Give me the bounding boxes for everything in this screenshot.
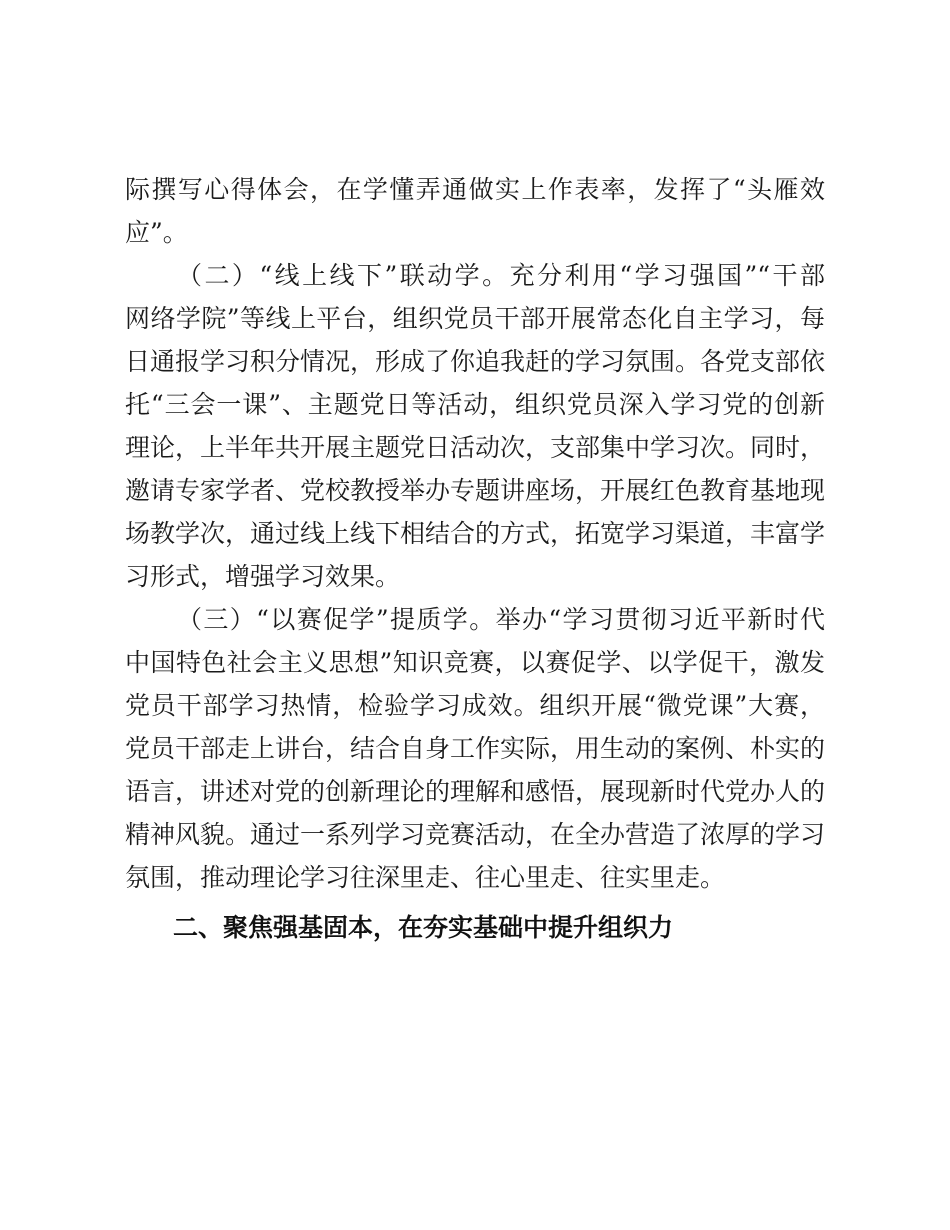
paragraph-line: 网络学院”等线上平台，组织党员干部开展常态化自主学习，每	[125, 304, 825, 333]
paragraph-line: 理论，上半年共开展主题党日活动次，支部集中学习次。同时，	[125, 433, 825, 462]
paragraph-line: 党员干部学习热情，检验学习成效。组织开展“微党课”大赛，	[125, 691, 825, 720]
section-heading: 二、聚焦强基固本，在夯实基础中提升组织力	[173, 913, 674, 942]
paragraph-line: 托“三会一课”、主题党日等活动，组织党员深入学习党的创新	[125, 390, 825, 419]
paragraph-line: 习形式，增强学习效果。	[125, 562, 401, 591]
paragraph-line: 氛围，推动理论学习往深里走、往心里走、往实里走。	[125, 863, 726, 892]
paragraph-line: 党员干部走上讲台，结合自身工作实际，用生动的案例、朴实的	[125, 734, 825, 763]
paragraph-line: 精神风貌。通过一系列学习竞赛活动，在全办营造了浓厚的学习	[125, 820, 825, 849]
paragraph-line: 应”。	[125, 218, 188, 247]
paragraph-line: （二）“线上线下”联动学。充分利用“学习强国”“干部	[177, 261, 825, 290]
paragraph-line: 场教学次，通过线上线下相结合的方式，拓宽学习渠道，丰富学	[125, 519, 825, 548]
paragraph-line: 语言，讲述对党的创新理论的理解和感悟，展现新时代党办人的	[125, 777, 825, 806]
paragraph-line: （三）“以赛促学”提质学。举办“学习贯彻习近平新时代	[177, 605, 825, 634]
paragraph-line: 邀请专家学者、党校教授举办专题讲座场，开展红色教育基地现	[125, 476, 825, 505]
paragraph-line: 中国特色社会主义思想”知识竞赛，以赛促学、以学促干，激发	[125, 648, 825, 677]
paragraph-line: 日通报学习积分情况，形成了你追我赶的学习氛围。各党支部依	[125, 347, 825, 376]
paragraph-line: 际撰写心得体会，在学懂弄通做实上作表率，发挥了“头雁效	[125, 175, 825, 204]
